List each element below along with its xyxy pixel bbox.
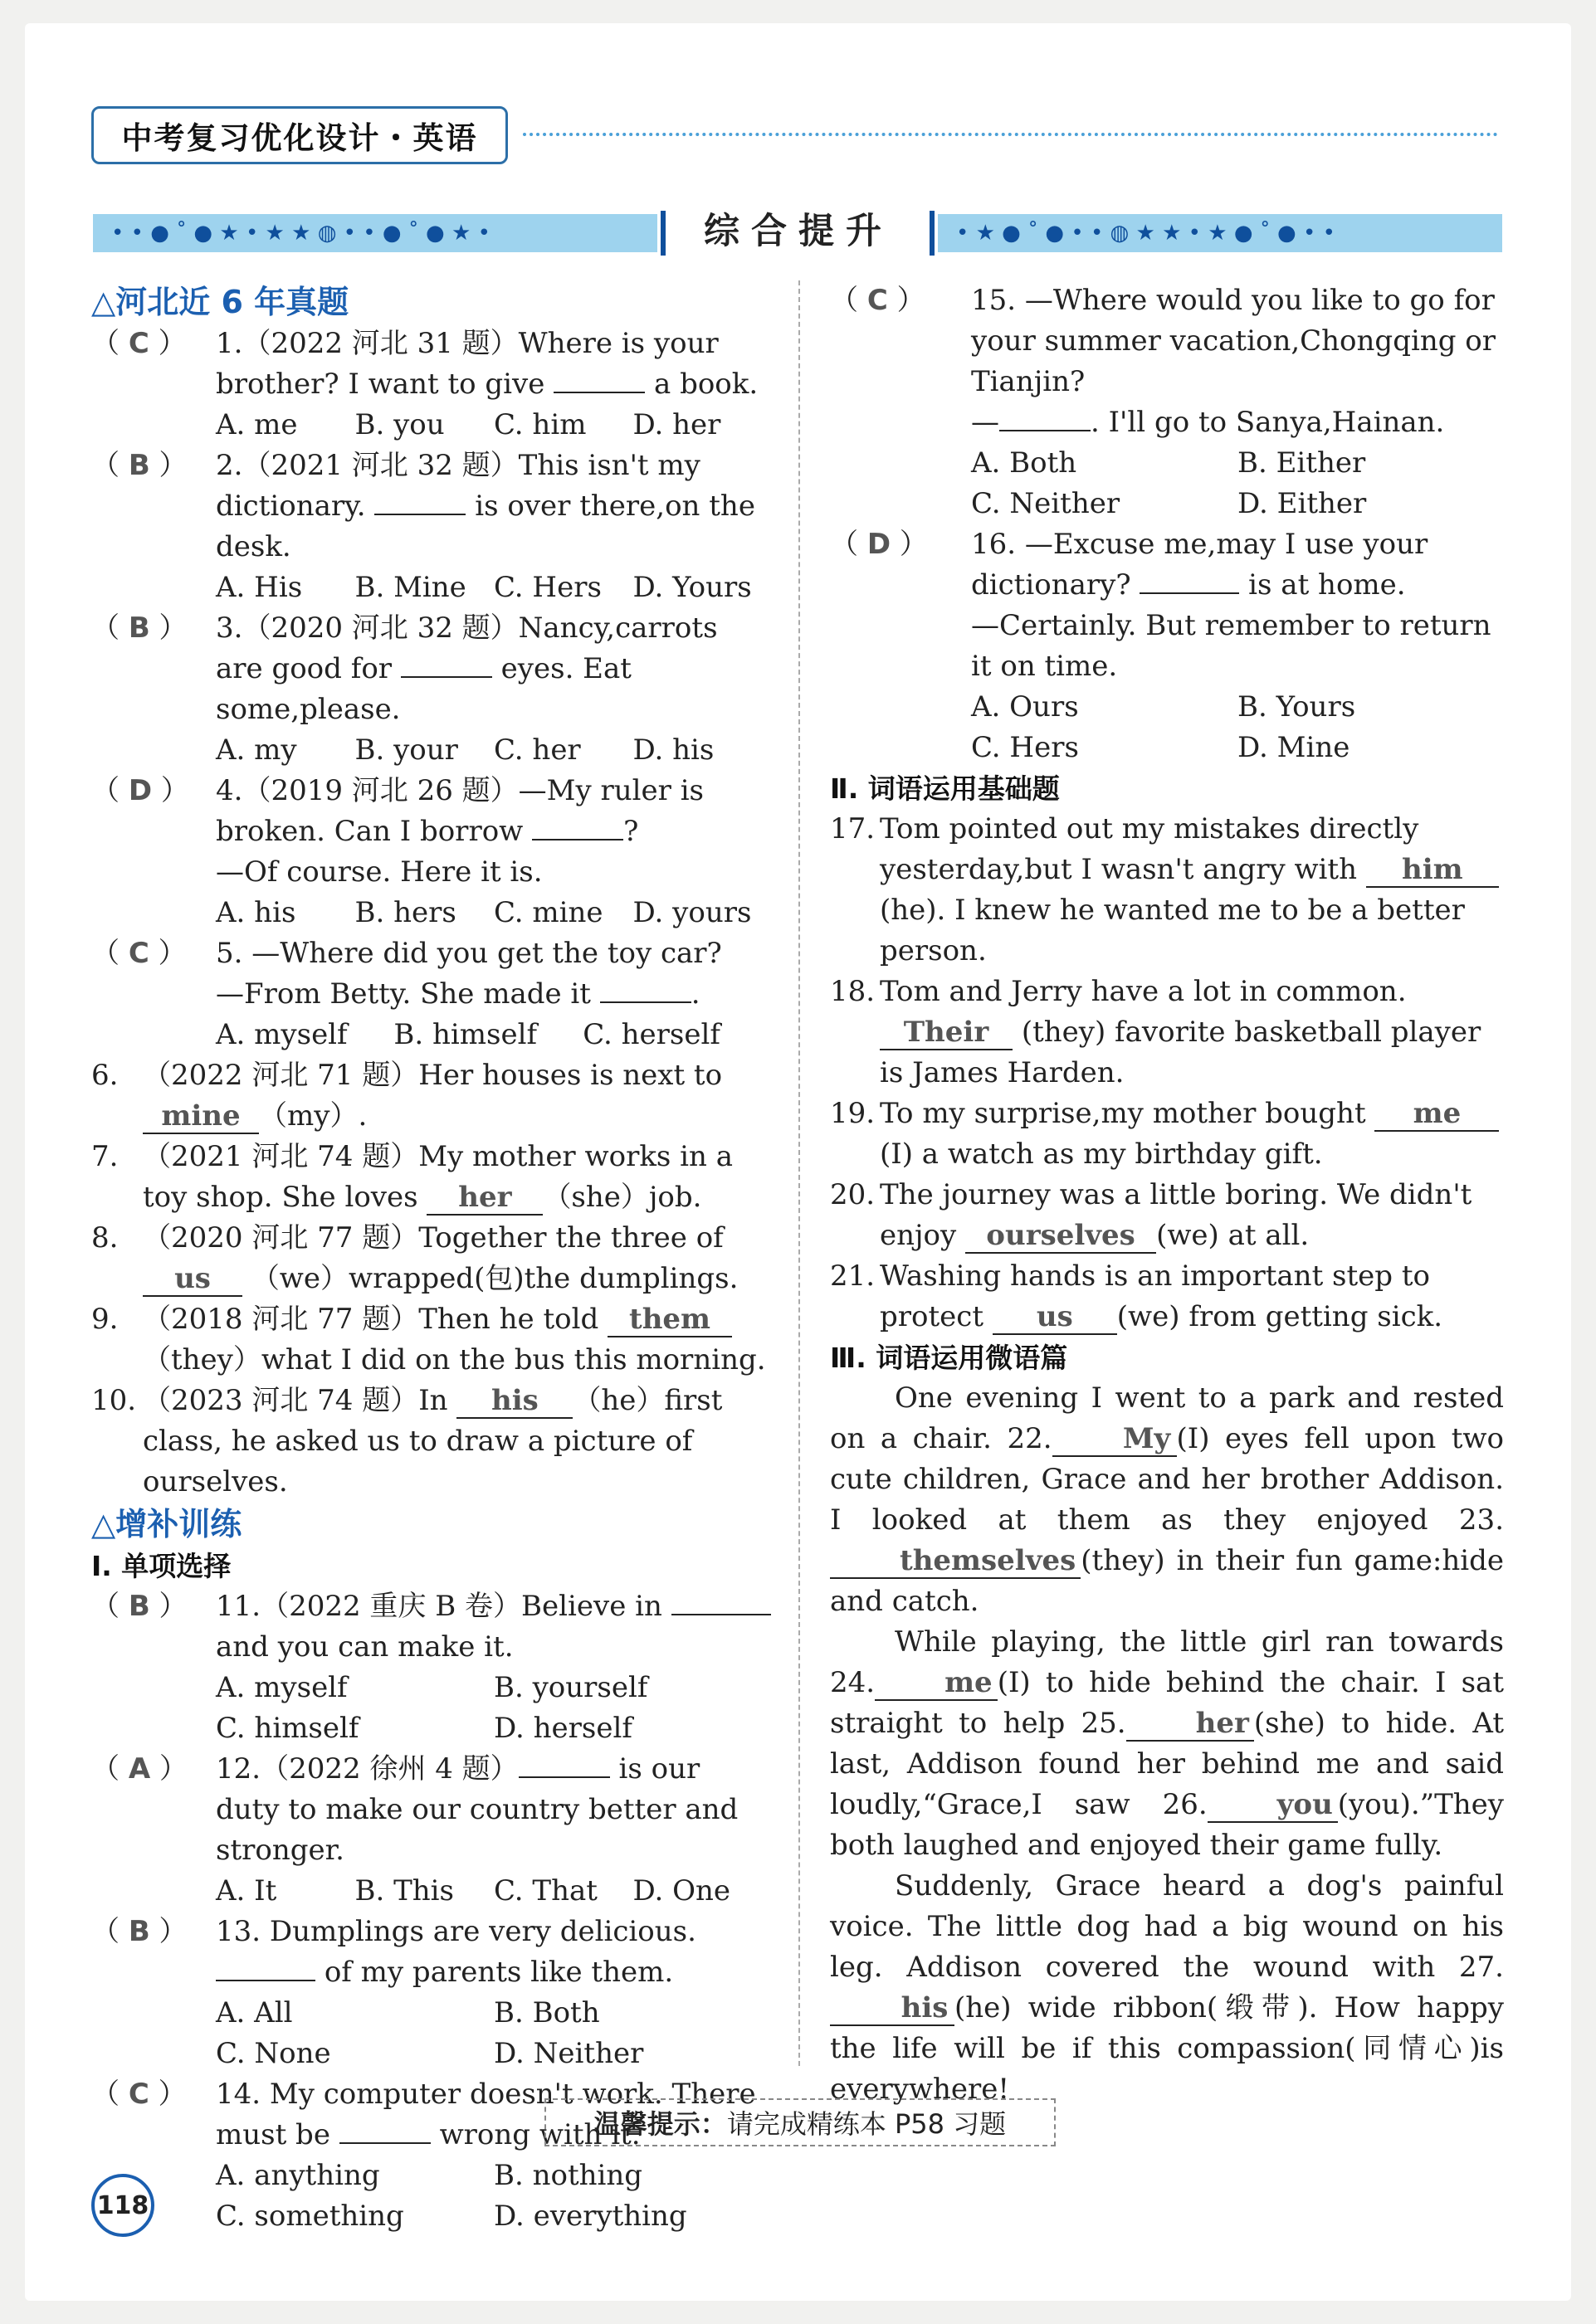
option-b: B. himself [393, 1018, 538, 1051]
answer-bracket: （ B ） [91, 1590, 188, 1623]
option-c: C. him [494, 408, 587, 441]
item-hint: (I) a watch as my birthday gift. [880, 1138, 1323, 1171]
item-text [880, 1094, 1504, 1175]
option-a: A. his [216, 896, 296, 929]
option-b: B. Yours [1237, 690, 1356, 724]
item-hint: (they) favorite basketball player is James Harden. [880, 1016, 1481, 1089]
answer-bracket: （ D ） [830, 528, 928, 561]
answer: C [866, 284, 888, 317]
question-stem: 2.（2021 河北 32 题）This isn't my dictionary. [216, 449, 700, 523]
header-dotted-rule [523, 133, 1498, 136]
question-3 [91, 608, 772, 771]
filled-answer: mine [143, 1099, 259, 1134]
answer-bracket: （ B ） [91, 611, 188, 645]
item-number: 19. [830, 1097, 876, 1130]
question-body [216, 1586, 772, 1749]
option-d: D. Either [1237, 487, 1367, 520]
item-text [143, 1299, 772, 1381]
question-stem-tail: . I'll go to Sanya,Hainan. [1091, 406, 1445, 439]
question-stem: 13. Dumplings are very delicious. [216, 1915, 696, 1948]
item-number: 6. [91, 1059, 119, 1092]
option-d: D. Mine [1237, 731, 1350, 764]
item-hint: （he）first class, he asked us to draw a picture of ourselves. [143, 1384, 723, 1498]
item-text [143, 1137, 772, 1218]
option-a: A. Both [971, 446, 1077, 480]
question-stem-tail: and you can make it. [216, 1630, 514, 1664]
item-text [143, 1381, 772, 1503]
filled-answer-26: you [1208, 1788, 1338, 1823]
filled-answer: her [427, 1181, 543, 1216]
answer: B [128, 449, 150, 482]
option-d: D. herself [494, 1712, 632, 1745]
option-d: D. Neither [494, 2037, 644, 2070]
options [216, 730, 772, 771]
fill-item-8 [91, 1218, 772, 1299]
fill-item-17 [830, 809, 1504, 972]
column-divider [798, 280, 800, 2066]
item-number: 7. [91, 1140, 119, 1173]
question-13 [91, 1912, 772, 2074]
fill-item-10 [91, 1381, 772, 1503]
subsection-heading-passage: Ⅲ. 词语运用微语篇 [830, 1342, 1068, 1374]
answer-blank [1140, 592, 1239, 594]
item-prompt: To my surprise,my mother bought [880, 1097, 1366, 1130]
option-c: C. himself [216, 1712, 359, 1745]
fill-item-21 [830, 1256, 1504, 1337]
answer-blank [401, 676, 492, 678]
reminder-text: 请完成精练本 P58 习题 [726, 2108, 1007, 2140]
item-hint: （my）. [259, 1099, 368, 1133]
passage-text: (he) wide ribbon(缎带). How happy the life will be if this compassion(同情心)is everywhere! [830, 1991, 1504, 2106]
answer: B [128, 1915, 150, 1948]
option-d: D. Yours [632, 571, 752, 604]
answer: D [866, 528, 891, 561]
options [216, 568, 772, 608]
answer-bracket: （ C ） [91, 327, 187, 360]
answer-bracket: （ B ） [91, 1915, 188, 1948]
option-d: D. yours [632, 896, 752, 929]
options [216, 1015, 772, 1055]
options [971, 484, 1504, 524]
option-c: C. Hers [494, 571, 602, 604]
passage-paragraph-3 [830, 1866, 1504, 2110]
answer: C [128, 2078, 149, 2111]
item-text [143, 1218, 772, 1299]
option-a: A. me [216, 408, 298, 441]
filled-answer: me [1374, 1097, 1499, 1132]
item-prompt: （2022 河北 71 题）Her houses is next to [143, 1059, 723, 1092]
option-a: A. my [216, 733, 297, 767]
options [216, 893, 772, 933]
option-d: D. One [632, 1874, 731, 1907]
options [971, 687, 1504, 728]
question-reply: —From Betty. She made it [216, 977, 591, 1011]
question-4 [91, 771, 772, 933]
question-stem: 14. My computer doesn't work. There must be [216, 2078, 756, 2151]
options [216, 2196, 772, 2237]
options [216, 1668, 772, 1708]
item-text [880, 972, 1504, 1094]
question-stem: 11.（2022 重庆 B 卷）Believe in [216, 1590, 662, 1623]
question-stem-tail: is our duty to make our country better and stronger. [216, 1752, 739, 1867]
passage-text: Suddenly, Grace heard a dog's painful voice. The little dog had a big wound on his leg. Addison covered the wound with 27. [830, 1869, 1504, 1984]
answer-bracket: （ C ） [91, 937, 187, 970]
answer-bracket: （ A ） [91, 1752, 188, 1786]
option-c: C. Hers [971, 731, 1079, 764]
item-prompt: Washing hands is an important step to protect [880, 1259, 1430, 1333]
answer-bracket: （ C ） [91, 2078, 187, 2111]
question-stem: 4.（2019 河北 26 题）—My ruler is broken. Can I borrow [216, 774, 705, 848]
option-a: A. It [216, 1874, 277, 1907]
item-hint: (we) from getting sick. [1116, 1300, 1443, 1333]
question-body [216, 324, 772, 446]
item-text [880, 1256, 1504, 1337]
item-hint: （they）what I did on the bus this morning. [143, 1343, 766, 1376]
filled-answer-22: My [1052, 1422, 1177, 1457]
passage-text: One evening I went to a park and rested on a chair. 22. [830, 1381, 1504, 1455]
answer-blank [671, 1614, 771, 1615]
question-stem-tail: is at home. [1248, 568, 1406, 602]
option-a: A. myself [216, 1671, 348, 1704]
question-reply: —Of course. Here it is. [216, 855, 543, 889]
option-c: C. something [216, 2200, 404, 2233]
item-prompt: （2018 河北 77 题）Then he told [143, 1303, 599, 1336]
question-body [216, 771, 772, 933]
option-a: A. Ours [971, 690, 1079, 724]
question-5 [91, 933, 772, 1055]
question-stem: 5. —Where did you get the toy car? [216, 937, 722, 970]
question-body [216, 608, 772, 771]
item-number: 18. [830, 975, 876, 1008]
options [216, 1871, 772, 1912]
question-2 [91, 446, 772, 608]
answer-blank [216, 1980, 315, 1981]
question-stem: 1.（2022 河北 31 题）Where is your brother? I want to give [216, 327, 719, 401]
option-c: C. herself [583, 1018, 720, 1051]
banner-band-right [938, 214, 1502, 252]
filled-answer-24: me [875, 1666, 998, 1701]
fill-item-19 [830, 1094, 1504, 1175]
answer: A [128, 1752, 151, 1786]
option-a: A. All [216, 1996, 293, 2029]
passage-text: (I) to hide behind the chair. I sat straight to help 25. [830, 1666, 1504, 1740]
answer-blank [532, 839, 623, 840]
question-stem-tail: . [691, 977, 700, 1011]
passage-paragraph-2 [830, 1622, 1504, 1866]
options [971, 443, 1504, 484]
option-b: B. This [354, 1874, 454, 1907]
option-c: C. Neither [971, 487, 1120, 520]
item-number: 21. [830, 1259, 876, 1293]
passage-text: (she) to hide. At last, Addison found her behind me and said loudly,“Grace,I saw 26. [830, 1707, 1504, 1821]
fill-item-7 [91, 1137, 772, 1218]
reminder-label: 温馨提示： [593, 2108, 727, 2140]
section-heading-text: 河北近 6 年真题 [115, 284, 349, 320]
options [971, 728, 1504, 768]
item-number: 20. [830, 1178, 876, 1211]
answer: B [128, 611, 150, 645]
option-d: D. everything [494, 2200, 687, 2233]
right-column [830, 280, 1504, 2110]
passage-text: While playing, the little girl ran towards 24. [830, 1625, 1504, 1699]
question-11 [91, 1586, 772, 1749]
filled-answer: ourselves [965, 1219, 1156, 1254]
option-c: C. her [494, 733, 581, 767]
answer: D [128, 774, 153, 807]
section-heading-text: 增补训练 [115, 1506, 242, 1542]
question-body [971, 524, 1504, 768]
options [216, 1993, 772, 2034]
item-hint: (he). I knew he wanted me to be a better person. [880, 894, 1465, 967]
answer-bracket: （ B ） [91, 449, 188, 482]
answer-blank [554, 392, 645, 393]
option-b: B. you [354, 408, 445, 441]
item-prompt: Tom pointed out my mistakes directly yesterday,but I wasn't angry with [880, 812, 1419, 886]
question-1 [91, 324, 772, 446]
fill-item-20 [830, 1175, 1504, 1256]
fill-item-6 [91, 1055, 772, 1137]
question-body [971, 280, 1504, 524]
passage-text: (they) in their fun game:hide and catch. [830, 1544, 1504, 1618]
banner-band-left [93, 214, 657, 252]
banner-bar-right [930, 211, 935, 256]
fill-item-18 [830, 972, 1504, 1094]
item-prompt: （2020 河北 77 题）Together the three of [143, 1221, 724, 1255]
item-number: 17. [830, 812, 876, 845]
left-column [91, 280, 772, 2237]
question-15 [830, 280, 1504, 524]
item-text [880, 1175, 1504, 1256]
banner-dots-left: • • ● ˚ ● ★ • ★ ★ ◍ • • ● ˚ ● ★ • [111, 221, 491, 246]
option-b: B. your [354, 733, 458, 767]
subsection-heading-choice: Ⅰ. 单项选择 [91, 1550, 232, 1582]
question-stem-tail: of my parents like them. [324, 1956, 674, 1989]
item-prompt: The journey was a little boring. We didn't enjoy [880, 1178, 1472, 1252]
answer: C [128, 937, 149, 970]
question-stem-tail: is over there,on the desk. [216, 490, 755, 563]
question-stem: 16. —Excuse me,may I use your dictionary? [971, 528, 1428, 602]
answer-blank [374, 514, 466, 515]
filled-answer: us [143, 1262, 242, 1297]
book-title: 中考复习优化设计・英语 [91, 106, 508, 164]
option-a: A. myself [216, 1018, 348, 1051]
banner-title: 综合提升 [704, 211, 893, 252]
answer-blank [999, 430, 1091, 431]
option-b: B. Either [1237, 446, 1366, 480]
question-stem-tail: wrong with it. [439, 2118, 641, 2151]
options [216, 2034, 772, 2074]
reminder-box [544, 2098, 1056, 2146]
section-heading-hebei: △河北近 6 年真题 [91, 284, 349, 320]
question-stem-tail: ? [623, 815, 639, 848]
option-b: B. yourself [494, 1671, 648, 1704]
question-body [216, 1912, 772, 2074]
question-stem-tail: a book. [653, 368, 759, 401]
answer-blank [519, 1776, 610, 1778]
item-text [143, 1055, 772, 1137]
question-reply: —Certainly. But remember to return it on time. [971, 609, 1491, 683]
option-b: B. nothing [494, 2159, 643, 2192]
passage-text: (I) eyes fell upon two cute children, Grace and her brother Addison. I looked at them as they enjoyed 23. [830, 1422, 1504, 1537]
option-b: B. hers [354, 896, 456, 929]
filled-answer-23: themselves [830, 1544, 1081, 1579]
answer-bracket: （ D ） [91, 774, 189, 807]
option-c: C. mine [494, 896, 603, 929]
question-stem: 3.（2020 河北 32 题）Nancy,carrots are good for [216, 611, 718, 685]
item-hint: （she）job. [543, 1181, 702, 1214]
question-16 [830, 524, 1504, 768]
question-stem: 12.（2022 徐州 4 题） [216, 1752, 519, 1786]
answer-blank [339, 2142, 431, 2144]
question-body [216, 446, 772, 608]
question-stem: 15. —Where would you like to go for your summer vacation,Chongqing or Tianjin? [971, 284, 1496, 398]
item-prompt: （2023 河北 74 题）In [143, 1384, 448, 1417]
passage-paragraph-1 [830, 1378, 1504, 1622]
filled-answer: Their [880, 1016, 1013, 1050]
banner-dots-right: • ★ ● ˚ ● • • ◍ ★ ★ • ★ ● ˚ ● • • [956, 221, 1335, 246]
option-a: A. anything [216, 2159, 380, 2192]
filled-answer-25: her [1126, 1707, 1254, 1742]
option-b: B. Mine [354, 571, 466, 604]
options [216, 2156, 772, 2196]
question-body [216, 1749, 772, 1912]
option-d: D. his [632, 733, 715, 767]
item-number: 8. [91, 1221, 119, 1255]
page-number: 118 [91, 2174, 154, 2237]
subsection-heading-basic: Ⅱ. 词语运用基础题 [830, 772, 1060, 805]
question-stem-tail: eyes. Eat some,please. [216, 652, 632, 726]
section-heading-extra: △增补训练 [91, 1506, 242, 1542]
item-hint: (we) at all. [1156, 1219, 1310, 1252]
option-d: D. her [632, 408, 721, 441]
answer-blank [600, 1001, 691, 1003]
question-12 [91, 1749, 772, 1912]
item-prompt: Tom and Jerry have a lot in common. [880, 975, 1407, 1008]
answer: C [128, 327, 149, 360]
filled-answer: his [456, 1384, 573, 1419]
question-body [216, 933, 772, 1055]
answer: B [128, 1590, 150, 1623]
item-text [880, 809, 1504, 972]
passage-text: (you).”They both laughed and enjoyed their game fully. [830, 1788, 1504, 1862]
options [216, 405, 772, 446]
item-number: 10. [91, 1384, 137, 1417]
item-number: 9. [91, 1303, 119, 1336]
filled-answer: them [608, 1303, 732, 1337]
item-hint: （we）wrapped(包)the dumplings. [251, 1262, 739, 1295]
filled-answer: us [993, 1300, 1117, 1335]
options [216, 1708, 772, 1749]
section-banner [93, 207, 1502, 256]
filled-answer: him [1366, 853, 1499, 888]
option-c: C. That [494, 1874, 598, 1907]
answer-bracket: （ C ） [830, 284, 925, 317]
question-reply-dash: — [971, 406, 999, 439]
option-c: C. None [216, 2037, 331, 2070]
option-a: A. His [216, 571, 303, 604]
option-b: B. Both [494, 1996, 600, 2029]
filled-answer-27: his [830, 1991, 954, 2026]
fill-item-9 [91, 1299, 772, 1381]
item-prompt: （2021 河北 74 题）My mother works in a toy shop. She loves [143, 1140, 734, 1214]
